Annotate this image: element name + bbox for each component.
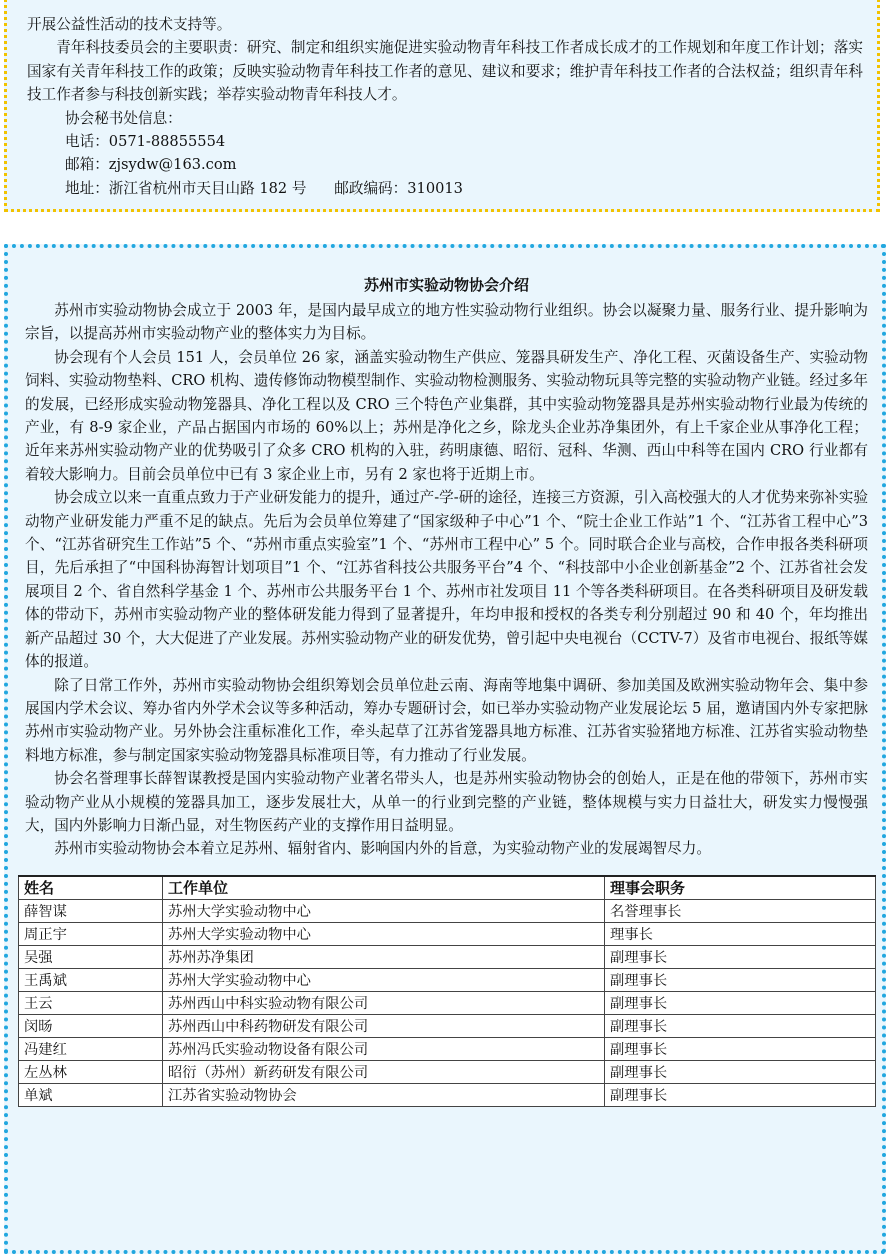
cell-position: 副理事长: [605, 945, 876, 968]
contact-phone: 电话：0571-88855554: [65, 133, 226, 151]
cell-position: 副理事长: [605, 1083, 876, 1106]
cell-name: 周正宇: [19, 922, 163, 945]
youth-committee-duties: 青年科技委员会的主要职责：研究、制定和组织实施促进实验动物青年科技工作者成长成才的工作规划和年度工作计划；落实国家有关青年科技工作的政策；反映实验动物青年科技工作者的意见、建议和要求；维护青年科技工作者的合法权益；组织青年科技工作者参与科技创新实践；举荐实验动物青年科技人才。: [27, 39, 863, 104]
council-members-table: [18, 875, 876, 1107]
cell-unit: 苏州大学实验动物中心: [163, 922, 605, 945]
paragraph: 苏州市实验动物协会成立于 2003 年，是国内最早成立的地方性实验动物行业组织。协会以凝聚力量、服务行业、提升影响为宗旨，以提高苏州市实验动物产业的整体实力为目标。: [25, 302, 868, 343]
table-row: [19, 1037, 876, 1060]
secretariat-heading: 协会秘书处信息：: [65, 109, 182, 127]
top-info-box: [4, 0, 880, 212]
paragraph: 协会名誉理事长薛智谋教授是国内实验动物产业著名带头人，也是苏州实验动物协会的创始人，正是在他的带领下，苏州市实验动物产业从小规模的笼器具加工，逐步发展壮大，从单一的行业到完整的产业链，整体规模与实力日益壮大，研发实力慢慢强大，国内外影响力日渐凸显，对生物医药产业的支撑作用日益明显。: [25, 770, 868, 834]
header-name: 姓名: [19, 876, 163, 900]
header-unit: 工作单位: [163, 876, 605, 900]
cell-name: 薛智谋: [19, 899, 163, 922]
cell-position: 副理事长: [605, 1037, 876, 1060]
table-row: [19, 1083, 876, 1106]
section-title: 苏州市实验动物协会介绍: [363, 276, 529, 294]
table-header-row: [19, 876, 876, 900]
cell-name: 闵旸: [19, 1014, 163, 1037]
table-row: [19, 991, 876, 1014]
cell-unit: 苏州大学实验动物中心: [163, 968, 605, 991]
contact-email: 邮箱：zjsydw@163.com: [65, 156, 237, 174]
cell-position: 理事长: [605, 922, 876, 945]
cell-unit: 苏州大学实验动物中心: [163, 899, 605, 922]
cell-name: 左丛林: [19, 1060, 163, 1083]
paragraph: 除了日常工作外，苏州市实验动物协会组织筹划会员单位赴云南、海南等地集中调研、参加美国及欧洲实验动物年会、集中参展国内学术会议、筹办省内外学术会议等多种活动，筹办专题研讨会，如已举办实验动物产业发展论坛 5 届，邀请国内外专家把脉苏州市实验动物产业。另外协会注重标准化工作，牵头起草了江苏省笼器具地方标准、江苏省实验猪地方标准、江苏省实验动物垫料地方标准，参与制定国家实验动物笼器具标准项目等，有力推动了行业发展。: [25, 676, 868, 764]
cell-position: 副理事长: [605, 991, 876, 1014]
table-row: [19, 922, 876, 945]
paragraph: 协会现有个人会员 151 人，会员单位 26 家，涵盖实验动物生产供应、笼器具研发生产、净化工程、灭菌设备生产、实验动物饲料、实验动物垫料、CRO 机构、遗传修饰动物模型制作、实验动物检测服务、实验动物玩具等完整的实验动物产业链。经过多年的发展，已经形成实验动物笼器具、净化工程以及 CRO 三个特色产业集群，其中实验动物笼器具是苏州实验动物行业最为传统的产业，有 8-9 家企业，产品占据国内市场的 60%以上；苏州是净化之乡，除龙头企业苏净集团外，有上千家企业从事净化工程；近年来苏州实验动物产业的优势吸引了众多 CRO 机构的入驻，药明康德、昭衍、冠科、华测、西山中科等在国内 CRO 行业都有着较大影响力。目前会员单位中已有 3 家企业上市，另有 2 家也将于近期上市。: [25, 348, 868, 483]
intro-line: 开展公益性活动的技术支持等。: [27, 16, 232, 33]
table-row: [19, 945, 876, 968]
cell-unit: 苏州西山中科药物研发有限公司: [163, 1014, 605, 1037]
cell-position: 名誉理事长: [605, 899, 876, 922]
table-row: [19, 1014, 876, 1037]
cell-name: 单斌: [19, 1083, 163, 1106]
contact-address: 地址：浙江省杭州市天目山路 182 号 邮政编码：310013: [65, 179, 463, 197]
table-row: [19, 1060, 876, 1083]
cell-position: 副理事长: [605, 1014, 876, 1037]
cell-name: 王禹斌: [19, 968, 163, 991]
cell-unit: 江苏省实验动物协会: [163, 1083, 605, 1106]
paragraph: 苏州市实验动物协会本着立足苏州、辐射省内、影响国内外的旨意，为实验动物产业的发展竭智尽力。: [54, 840, 711, 858]
cell-unit: 苏州西山中科实验动物有限公司: [163, 991, 605, 1014]
cell-name: 吴强: [19, 945, 163, 968]
paragraph: 协会成立以来一直重点致力于产业研发能力的提升，通过产-学-研的途径，连接三方资源，引入高校强大的人才优势来弥补实验动物产业研发能力严重不足的缺点。先后为会员单位筹建了“国家级种子中心”1 个、“院士企业工作站”1 个、“江苏省工程中心”3 个、“江苏省研究生工作站”5 个、“苏州市重点实验室”1 个、“苏州市工程中心” 5 个。同时联合企业与高校，合作申报各类科研项目，先后承担了“中国科协海智计划项目”1 个、“江苏省科技公共服务平台”4 个、“科技部中小企业创新基金”2 个、江苏省社会发展项目 2 个、省自然科学基金 1 个、苏州市公共服务平台 1 个、苏州市社发项目 11 个等各类科研项目。在各类科研项目及研发载体的带动下，苏州市实验动物产业的整体研发能力得到了显著提升，年均申报和授权的各类专利分别超过 90 和 40 个，年均推出新产品超过 30 个，大大促进了产业发展。苏州实验动物产业的研发优势，曾引起中央电视台（CCTV-7）及省市电视台、报纸等媒体的报道。: [25, 489, 868, 671]
suzhou-association-box: [4, 244, 886, 1254]
cell-name: 王云: [19, 991, 163, 1014]
table-row: [19, 899, 876, 922]
cell-position: 副理事长: [605, 968, 876, 991]
table-row: [19, 968, 876, 991]
cell-unit: 苏州苏净集团: [163, 945, 605, 968]
cell-position: 副理事长: [605, 1060, 876, 1083]
cell-name: 冯建红: [19, 1037, 163, 1060]
cell-unit: 昭衍（苏州）新药研发有限公司: [163, 1060, 605, 1083]
header-position: 理事会职务: [605, 876, 876, 900]
cell-unit: 苏州冯氏实验动物设备有限公司: [163, 1037, 605, 1060]
